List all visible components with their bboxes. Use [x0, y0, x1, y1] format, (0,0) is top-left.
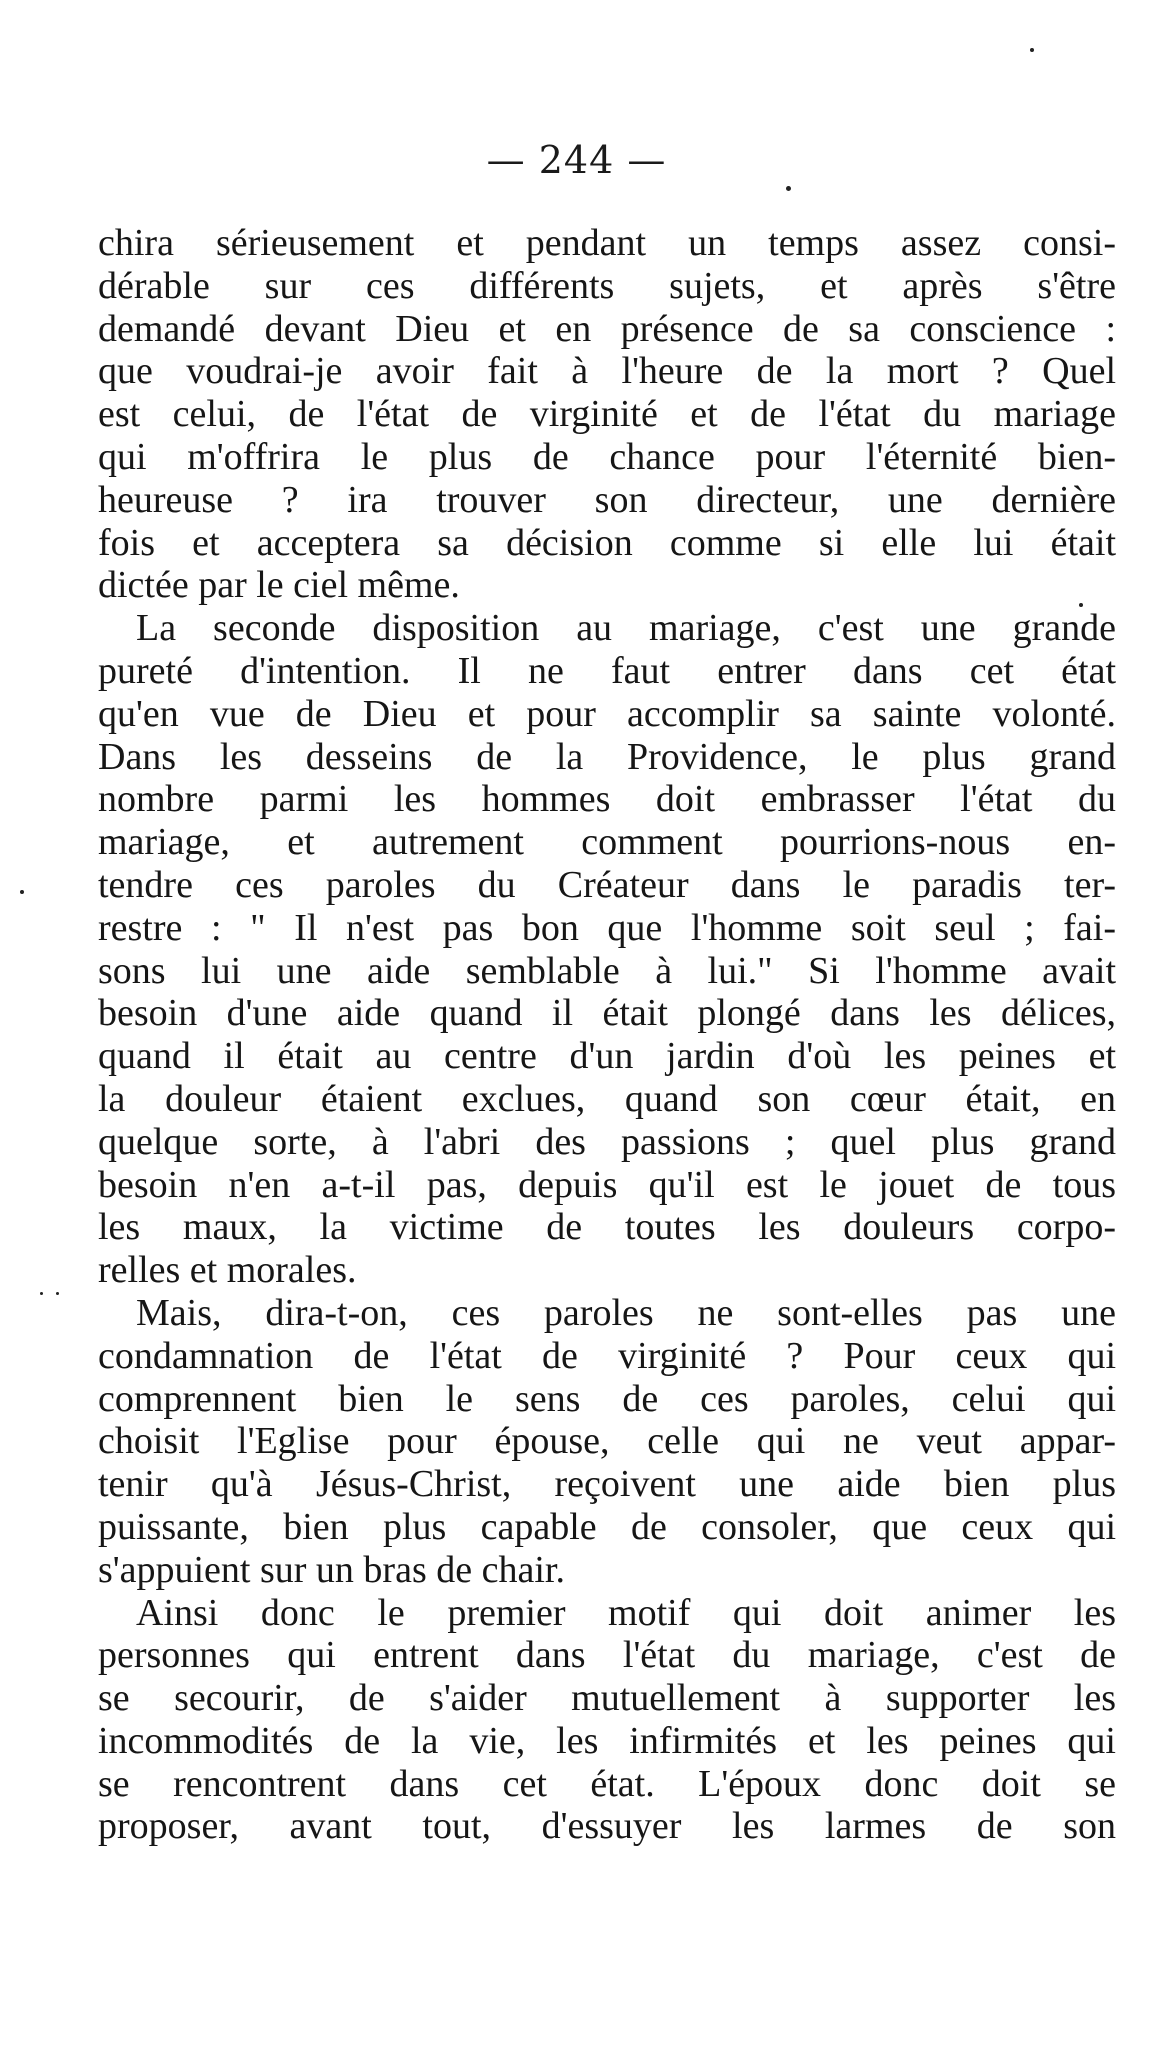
body-text	[98, 222, 1116, 1848]
page-number: — 244 —	[486, 138, 667, 182]
text-line: heureuse ? ira trouver son directeur, une dernière	[98, 478, 1116, 521]
text-line: quelque sorte, à l'abri des passions ; quel plus grand	[98, 1120, 1116, 1163]
ink-speck	[1079, 603, 1083, 607]
ink-speck	[56, 1292, 59, 1295]
text-line: La seconde disposition au mariage, c'est une grande	[136, 607, 1116, 650]
text-line: qu'en vue de Dieu et pour accomplir sa sainte volonté.	[98, 692, 1116, 735]
text-line: les maux, la victime de toutes les douleurs corpo-	[98, 1206, 1116, 1249]
text-line: est celui, de l'état de virginité et de l'état du mariage	[98, 393, 1116, 436]
text-line: se rencontrent dans cet état. L'époux donc doit se	[98, 1762, 1116, 1805]
text-line: besoin d'une aide quand il était plongé dans les délices,	[98, 992, 1116, 1035]
text-line: se secourir, de s'aider mutuellement à supporter les	[98, 1677, 1116, 1720]
text-line: choisit l'Eglise pour épouse, celle qui ne veut appar-	[98, 1420, 1116, 1463]
ink-speck	[786, 186, 791, 191]
text-line: incommodités de la vie, les infirmités et les peines qui	[98, 1719, 1116, 1762]
text-line: tendre ces paroles du Créateur dans le paradis ter-	[98, 863, 1116, 906]
text-line: nombre parmi les hommes doit embrasser l'état du	[98, 778, 1116, 821]
text-line: personnes qui entrent dans l'état du mariage, c'est de	[98, 1634, 1116, 1677]
text-line: restre : " Il n'est pas bon que l'homme soit seul ; fai-	[98, 906, 1116, 949]
text-line: dérable sur ces différents sujets, et après s'être	[98, 264, 1116, 307]
text-line: s'appuient sur un bras de chair.	[98, 1548, 565, 1591]
text-line: relles et morales.	[98, 1249, 357, 1292]
text-line: Mais, dira-t-on, ces paroles ne sont-elles pas une	[136, 1291, 1116, 1334]
text-line: la douleur étaient exclues, quand son cœur était, en	[98, 1077, 1116, 1120]
ink-speck	[40, 1292, 43, 1295]
text-line: comprennent bien le sens de ces paroles, celui qui	[98, 1377, 1116, 1420]
text-line: puissante, bien plus capable de consoler, que ceux qui	[98, 1505, 1116, 1548]
text-line: qui m'offrira le plus de chance pour l'éternité bien-	[98, 435, 1116, 478]
text-line: sons lui une aide semblable à lui." Si l'homme avait	[98, 949, 1116, 992]
text-line: demandé devant Dieu et en présence de sa conscience :	[98, 307, 1116, 350]
text-line: condamnation de l'état de virginité ? Pour ceux qui	[98, 1334, 1116, 1377]
text-line: pureté d'intention. Il ne faut entrer dans cet état	[98, 649, 1116, 692]
text-line: Dans les desseins de la Providence, le plus grand	[98, 735, 1116, 778]
text-line: proposer, avant tout, d'essuyer les larmes de son	[98, 1805, 1116, 1848]
text-line: fois et acceptera sa décision comme si elle lui était	[98, 521, 1116, 564]
text-line: tenir qu'à Jésus-Christ, reçoivent une aide bien plus	[98, 1463, 1116, 1506]
text-line: que voudrai-je avoir fait à l'heure de la mort ? Quel	[98, 350, 1116, 393]
ink-speck	[1030, 48, 1034, 52]
text-line: quand il était au centre d'un jardin d'où les peines et	[98, 1035, 1116, 1078]
text-line: chira sérieusement et pendant un temps assez consi-	[98, 222, 1116, 264]
text-line: dictée par le ciel même.	[98, 564, 460, 607]
text-line: mariage, et autrement comment pourrions-nous en-	[98, 821, 1116, 864]
text-line: besoin n'en a-t-il pas, depuis qu'il est le jouet de tous	[98, 1163, 1116, 1206]
text-line: Ainsi donc le premier motif qui doit animer les	[136, 1591, 1116, 1634]
ink-speck	[20, 890, 24, 894]
